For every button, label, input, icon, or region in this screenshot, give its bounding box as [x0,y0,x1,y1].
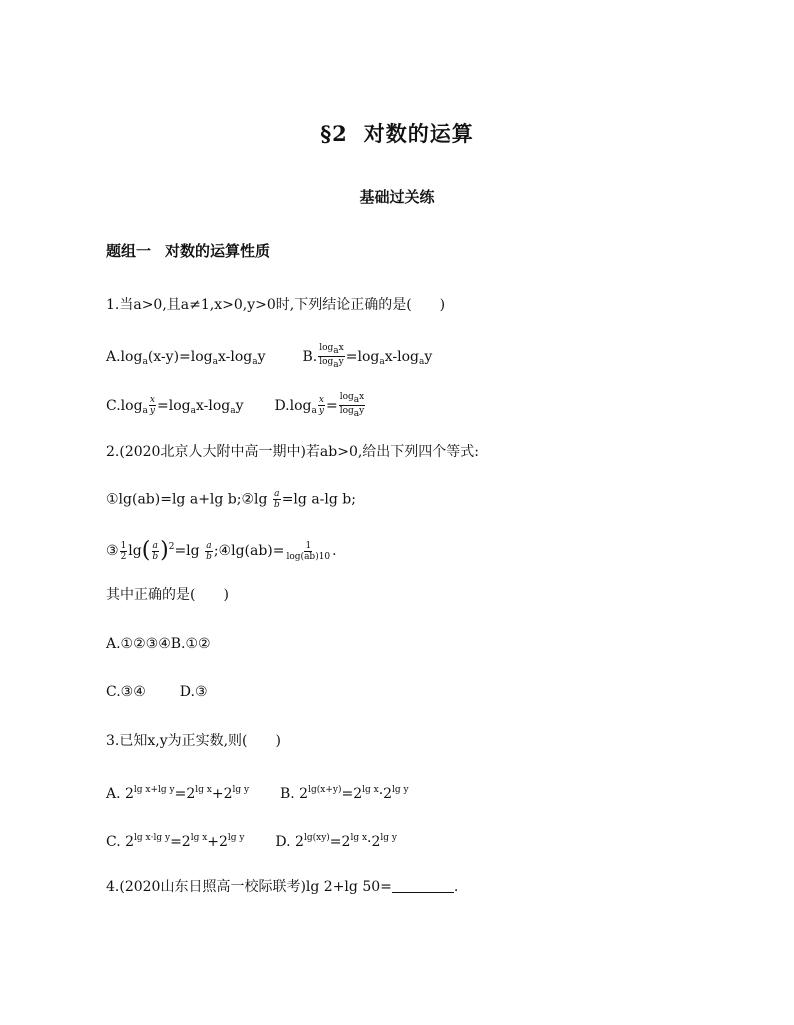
q2-stem: 2.(2020北京人大附中高一期中)若ab>0,给出下列四个等式: [106,444,480,460]
q3-option-a: A. $2^{lg x+lg y}=2^{lg x}+2^{lg y}$ [106,785,250,802]
group-text: 对数的运算性质 [165,242,271,260]
q3-option-c: C. $2^{lg x\cdot lg y}=2^{lg x}+2^{lg y}$ [106,833,245,850]
page-title [0,118,794,148]
q2-equations-line2: ③ $\frac{1}{2}$ lg( $\frac{a}{b}$ )$^2$=lg $\frac{a}{b}$ ;④lg(ab)= $\frac{1}{\log(ab)10}$ . [106,538,337,563]
group-heading [106,240,270,261]
fraction: $\frac{a}{b}$ [273,489,280,510]
q1-option-a: $A.\log_a(x-y)=\log_ax-\log_ay$ [106,348,266,367]
q1-option-c: $C.\log_a$ $\frac{x}{y}$ $=\log_ax-\log_ay$ [106,395,244,416]
q1-option-d: $D.\log_a$ $\frac{x}{y}$ = $\frac{\log_ax}{\log_ay}$ [274,392,365,419]
fraction: $\frac{\log_ax}{\log_ay}$ [319,343,344,370]
q1-options-cd [106,392,366,421]
q4-stem: 4.(2020山东日照高一校际联考)lg 2+lg 50= . [106,879,459,895]
answer-blank[interactable] [392,878,454,893]
q3-options-ab [106,780,409,804]
q1-stem: 1.当a>0,且a≠1,x>0,y>0时,下列结论正确的是( ) [106,297,446,313]
fraction: $\frac{a}{b}$ [152,540,159,562]
q2-option-c: C.③④ [106,684,146,700]
q3-stem: 3.已知x,y为正实数,则( ) [106,733,281,749]
q2-ask: 其中正确的是( ) [106,587,229,603]
q1-options-ab [106,343,432,372]
q2-option-d: D.③ [179,684,208,700]
q3-option-b: B. $2^{lg(x+y)}=2^{lg x}\cdot 2^{lg y}$ [279,785,409,802]
fraction: $\frac{1}{\log(ab)10}$ [286,540,331,562]
q2-options-ab: A.①②③④B.①② [106,636,211,652]
section-number: §2 [320,121,348,146]
fraction: $\frac{1}{2}$ [120,540,127,562]
fraction: $\frac{x}{y}$ [318,395,324,416]
title-text: 对数的运算 [363,121,474,146]
q3-options-cd [106,828,397,852]
q1-option-b: B. $\frac{\log_ax}{\log_ay}$ $=\log_ax-\log_ay$ [302,343,433,370]
fraction: $\frac{\log_ax}{\log_ay}$ [339,392,365,419]
fraction: $\frac{x}{y}$ [149,395,155,416]
group-label: 题组一 [106,242,152,260]
q2-options-cd [106,682,208,702]
section-heading: 基础过关练 [359,188,435,206]
fraction: $\frac{a}{b}$ [206,540,212,562]
q3-option-d: D. $2^{lg(xy)}=2^{lg x}\cdot 2^{lg y}$ [275,833,397,850]
q2-equations-line1: ①lg(ab)=lg a+lg b;②lg $\frac{a}{b}$ =lg a-lg b; [106,489,356,510]
